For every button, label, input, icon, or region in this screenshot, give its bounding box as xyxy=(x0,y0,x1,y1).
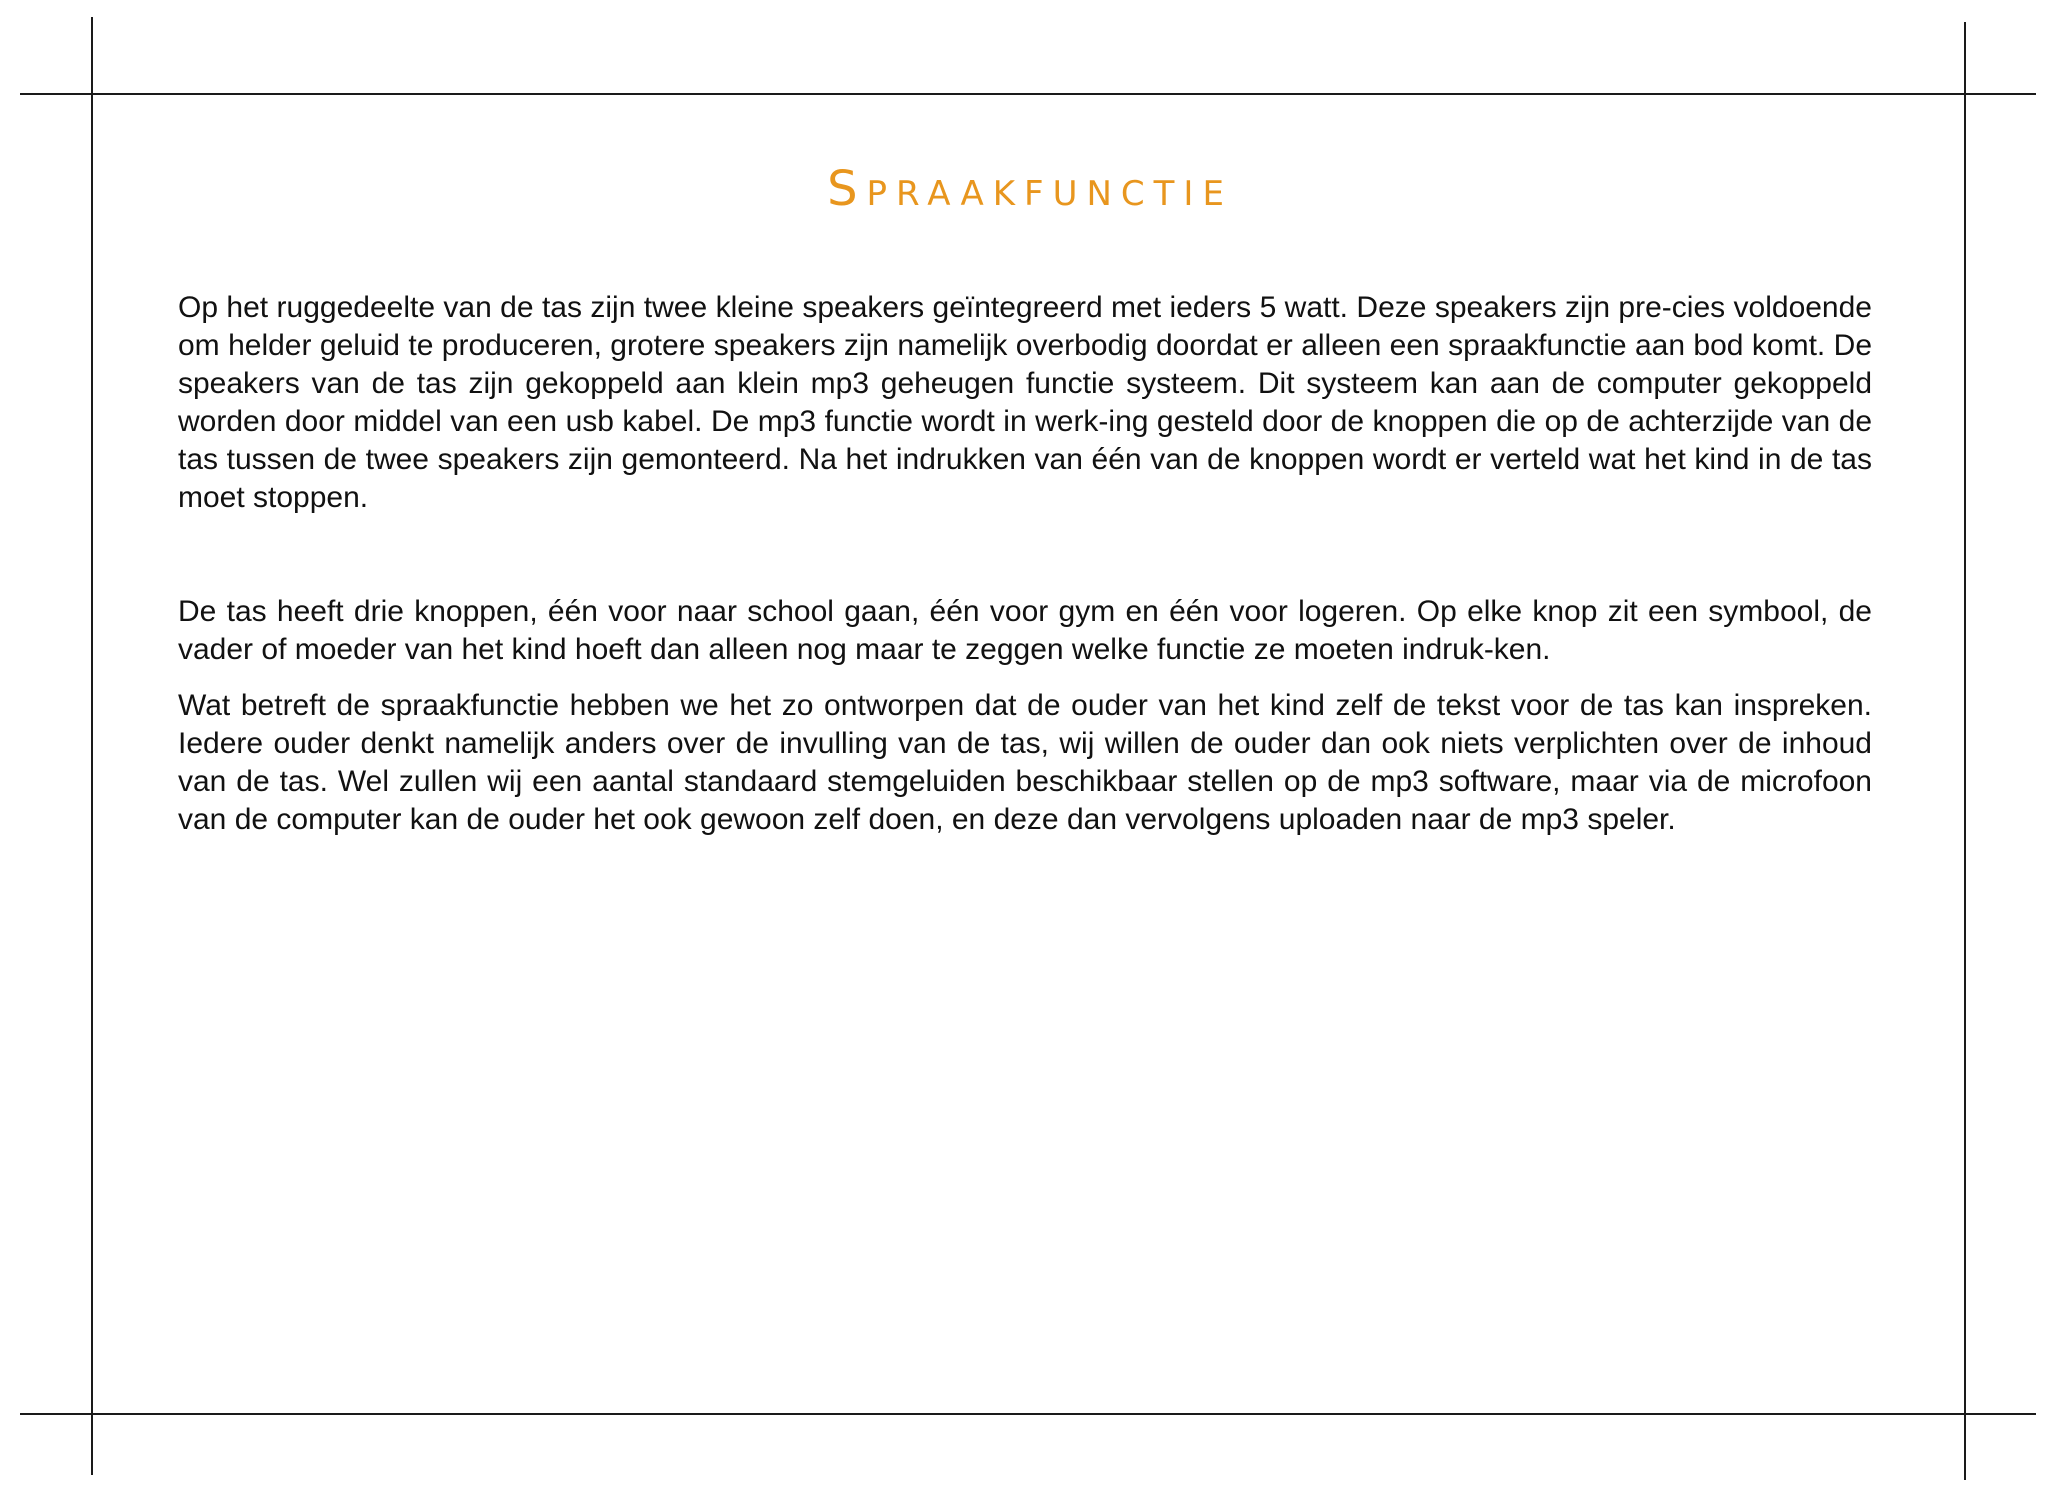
paragraph-buttons: De tas heeft drie knoppen, één voor naar school gaan, één voor gym en één voor logeren. Op elke knop zit een symbool, de vader of moeder van het kind hoeft dan alleen nog maar te zeggen welke functie ze moeten indruk-ken. xyxy=(178,595,1872,666)
crop-mark-bottom xyxy=(20,1413,2036,1415)
crop-mark-right xyxy=(1964,22,1966,1480)
paragraph-voice-recording: Wat betreft de spraakfunctie hebben we het zo ontworpen dat de ouder van het kind zelf de tekst voor de tas kan inspreken. Iedere ouder denkt namelijk anders over de invulling van de tas, wij willen de ouder dan ook niets verplichten over de inhoud van de tas. Wel zullen wij een aantal standaard stemgeluiden beschikbaar stellen op de mp3 software, maar via de microfoon van de computer kan de ouder het ook gewoon zelf doen, en deze dan vervolgens uploaden naar de mp3 speler. xyxy=(178,689,1872,836)
crop-mark-top xyxy=(20,93,2036,95)
body-text xyxy=(178,289,1872,839)
page-title: Spraakfunctie xyxy=(827,161,1233,217)
paragraph-speakers: Op het ruggedeelte van de tas zijn twee kleine speakers geïntegreerd met ieders 5 watt. Deze speakers zijn pre-cies voldoende om helder geluid te produceren, grotere speakers zijn namelijk overbodig doordat er alleen een spraakfunctie aan bod komt. De speakers van de tas zijn gekoppeld aan klein mp3 geheugen functie systeem. Dit systeem kan aan de computer gekoppeld worden door middel van een usb kabel. De mp3 functie wordt in werk-ing gesteld door de knoppen die op de achterzijde van de tas tussen de twee speakers zijn gemonteerd. Na het indrukken van één van de knoppen wordt er verteld wat het kind in de tas moet stoppen. xyxy=(178,291,1872,514)
crop-mark-left xyxy=(91,17,93,1475)
